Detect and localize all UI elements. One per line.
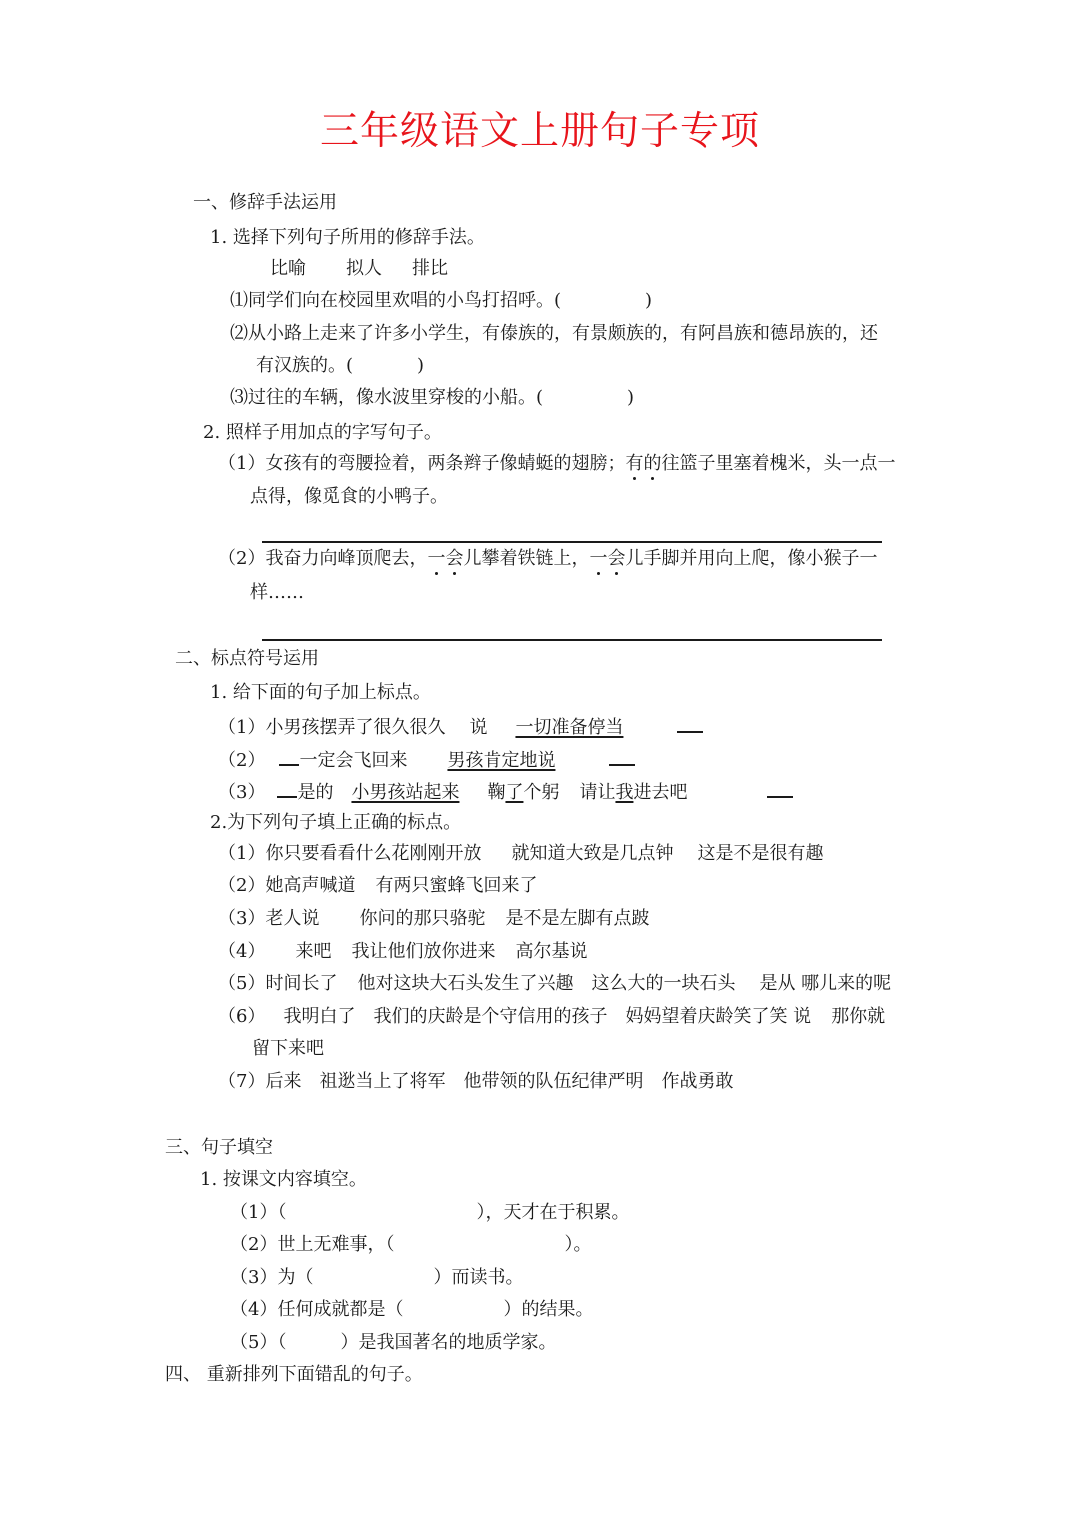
dotted-char: 有 [625,453,644,474]
section-3-heading: 三、句子填空 [165,1137,273,1158]
s1-q1-item-2a: ⑵从小路上走来了许多小学生，有傣族的，有景颇族的，有阿昌族和德昂族的，还 [230,323,878,344]
answer-line[interactable] [262,541,882,543]
s1-q1-item-2b: 有汉族的。( ) [256,355,425,376]
s2-q1-stem: 1. 给下面的句子加上标点。 [210,682,431,703]
item-text: ⑶过往的车辆，像水波里穿梭的小船。( [230,387,544,408]
s1-q1-item-1: ⑴同学们向在校园里欢唱的小鸟打招呼。( ) [230,290,653,311]
s3-q1-line-4: （4）任何成就都是（ ）的结果。 [230,1299,594,1320]
s2-q2-line-4: （4） 来吧 我让他们放你进来 高尔基说 [218,941,588,962]
item-text: 有汉族的。( [256,355,354,376]
dotted-char: 一 [589,548,608,569]
dotted-char: 会 [607,548,626,569]
answer-line[interactable] [262,639,882,641]
s2-q2-line-1: （1）你只要看看什么花刚刚开放 就知道大致是几点钟 这是不是很有趣 [218,843,824,864]
s2-q2-line-3: （3）老人说 你问的那只骆驼 是不是左脚有点跛 [218,908,650,929]
s2-q2-line-6b: 留下来吧 [252,1038,324,1059]
answer-blank[interactable] [677,711,703,733]
item-text: ⑴同学们向在校园里欢唱的小鸟打招呼。( [230,290,562,311]
answer-blank[interactable] [767,776,793,798]
s1-q1-stem: 1. 选择下列句子所用的修辞手法。 [210,227,485,248]
s2-q2-line-5: （5）时间长了 他对这块大石头发生了兴趣 这么大的一块石头 是从 哪儿来的呢 [218,973,892,994]
option-personification: 拟人 [346,258,382,279]
option-parallelism: 排比 [412,258,448,279]
s2-q2-line-2: （2）她高声喊道 有两只蜜蜂飞回来了 [218,875,538,896]
answer-blank[interactable] [609,744,635,766]
s1-q2-item-2b: 样…… [250,582,304,603]
s2-q1-line-1: （1）小男孩摆弄了很久很久 说 一切准备停当 [218,711,703,741]
dotted-char: 会 [445,548,464,569]
section-4-heading: 四、 重新排列下面错乱的句子。 [165,1364,423,1385]
s1-q1-item-3: ⑶过往的车辆，像水波里穿梭的小船。( ) [230,387,635,408]
s1-q2-item-2a: （2）我奋力向峰顶爬去，一会儿攀着铁链上，一会儿手脚并用向上爬，像小猴子一 [218,548,878,569]
answer-blank[interactable] [279,744,299,766]
s3-q1-line-5: （5）（ ）是我国著名的地质学家。 [230,1332,557,1353]
s3-q1-stem: 1. 按课文内容填空。 [200,1169,367,1190]
s3-q1-line-1: （1）（ ），天才在于积累。 [230,1202,630,1223]
page-title: 三年级语文上册句子专项 [319,109,760,154]
s1-q1-options [270,256,448,282]
section-1-heading: 一、修辞手法运用 [193,192,337,213]
option-simile: 比喻 [270,258,306,279]
s2-q2-line-7: （7）后来 祖逖当上了将军 他带领的队伍纪律严明 作战勇敢 [218,1071,734,1092]
dotted-char: 的 [643,453,662,474]
s1-q2-item-1a: （1）女孩有的弯腰捡着，两条辫子像蜻蜓的翅膀；有的往篮子里塞着槐米，头一点一 [218,453,896,474]
s3-q1-line-3: （3）为（ ）而读书。 [230,1267,524,1288]
section-2-heading: 二、标点符号运用 [175,648,319,669]
s3-q1-line-2: （2）世上无难事，（ ）。 [230,1234,592,1255]
s2-q1-line-2: （2） 一定会飞回来 男孩肯定地说 [218,744,635,774]
answer-blank[interactable] [277,776,297,798]
s2-q2-line-6: （6） 我明白了 我们的庆龄是个守信用的孩子 妈妈望着庆龄笑了笑 说 那你就 [218,1006,886,1027]
dotted-char: 一 [427,548,446,569]
s2-q2-stem: 2.为下列句子填上正确的标点。 [210,812,462,833]
s1-q2-stem: 2. 照样子用加点的字写句子。 [203,422,442,443]
s1-q2-item-1b: 点得，像觅食的小鸭子。 [250,486,448,507]
s2-q1-line-3: （3） 是的 小男孩站起来 鞠了个躬 请让我进去吧 [218,776,793,806]
